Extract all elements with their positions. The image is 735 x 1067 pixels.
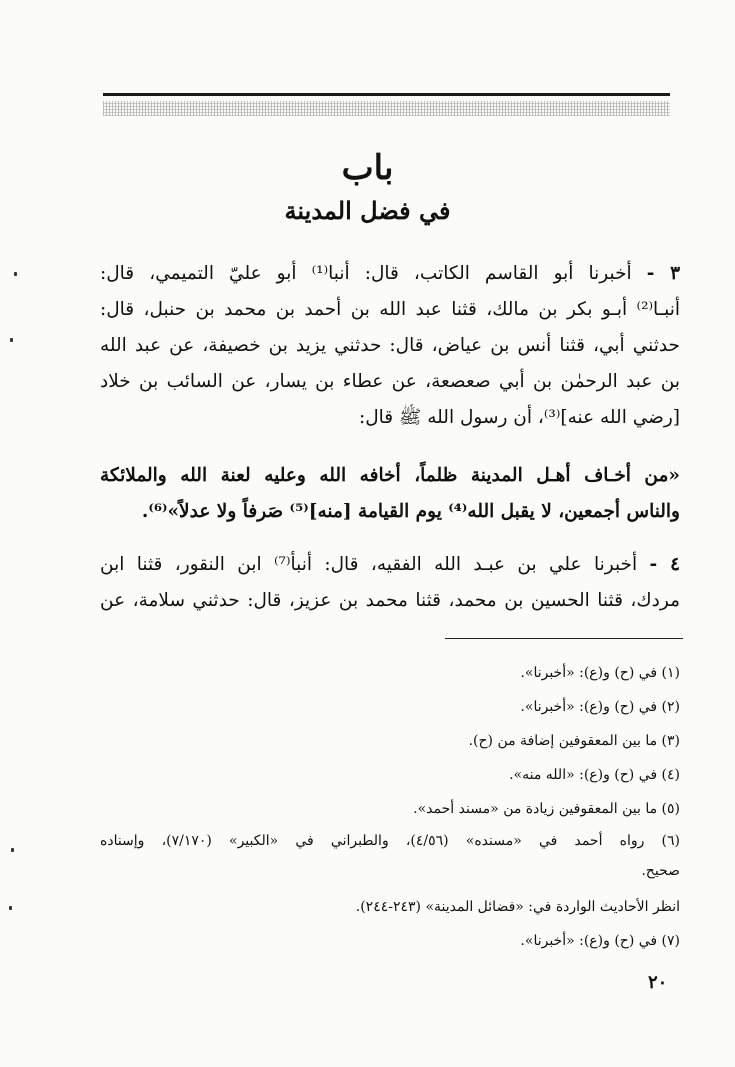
text-line: حدثني أبي، قثنا أنس بن عياض، قال: حدثني يزيد بن خصيفة، عن عبد الله bbox=[100, 335, 680, 356]
header-dotted-band bbox=[103, 101, 670, 116]
footnote: (٥) ما بين المعقوفين زيادة من «مسند أحمد». bbox=[413, 801, 680, 817]
chapter-title: باب bbox=[341, 148, 394, 188]
footnote: (٦) رواه أحمد في «مسنده» (٤/٥٦)، والطبراني في «الكبير» (٧/١٧٠)، وإسناده bbox=[100, 833, 680, 849]
quote-line: «من أخـاف أهـل المدينة ظلماً، أخافه الله وعليه لعنة الله والملائكة bbox=[100, 465, 680, 486]
text-line: بن عبد الرحمٰن بن أبي صعصعة، عن عطاء بن يسار، عن السائب بن خلاد bbox=[100, 371, 680, 392]
footnote: (٢) في (ح) و(ع): «أخبرنا». bbox=[520, 699, 680, 715]
footnote-reference: انظر الأحاديث الواردة في: «فضائل المدينة» (٢٤٣-٢٤٤). bbox=[355, 899, 680, 915]
page-number: ٢٠ bbox=[648, 972, 668, 993]
text-line: أنبـا⁽²⁾ أبـو بكر بن مالك، قثنا عبد الله بن أحمد بن محمد بن حنبل، قال: bbox=[100, 299, 680, 320]
hadith-quote bbox=[100, 458, 680, 530]
footnotes bbox=[100, 656, 680, 958]
text-line: مردك، قثنا الحسين بن محمد، قثنا محمد بن عزيز، قال: حدثني سلامة، عن bbox=[100, 590, 680, 611]
header-rule bbox=[103, 93, 670, 96]
footnote: (٧) في (ح) و(ع): «أخبرنا». bbox=[520, 933, 680, 949]
hadith-number: ٤ - bbox=[649, 554, 680, 575]
footnote-separator bbox=[445, 638, 683, 639]
hadith-number: ٣ - bbox=[646, 263, 680, 284]
quote-line: والناس أجمعين، لا يقبل الله⁽⁴⁾ يوم القيامة [منه]⁽⁵⁾ صَرفاً ولا عدلاً»⁽⁶⁾. bbox=[141, 501, 680, 522]
hadith-4 bbox=[100, 547, 680, 619]
margin-mark bbox=[9, 906, 12, 910]
footnote: (٣) ما بين المعقوفين إضافة من (ح). bbox=[468, 733, 680, 749]
chapter-subtitle: في فضل المدينة bbox=[284, 196, 451, 225]
margin-mark bbox=[10, 338, 13, 342]
footnote: (٤) في (ح) و(ع): «الله منه». bbox=[509, 767, 680, 783]
text-line: أخبرنا أبو القاسم الكاتب، قال: أنبا⁽¹⁾ أبو عليّ التميمي، قال: bbox=[100, 263, 632, 284]
margin-mark bbox=[11, 848, 14, 852]
text-line: أخبرنا علي بن عبـد الله الفقيه، قال: أنبأ⁽⁷⁾ ابن النقور، قثنا ابن bbox=[100, 554, 638, 575]
hadith-3 bbox=[100, 256, 680, 436]
footnote-continuation: صحيح. bbox=[641, 863, 680, 879]
margin-mark bbox=[14, 272, 17, 276]
text-line: [رضي الله عنه]⁽³⁾، أن رسول الله ﷺ قال: bbox=[359, 407, 680, 428]
footnote: (١) في (ح) و(ع): «أخبرنا». bbox=[520, 665, 680, 681]
